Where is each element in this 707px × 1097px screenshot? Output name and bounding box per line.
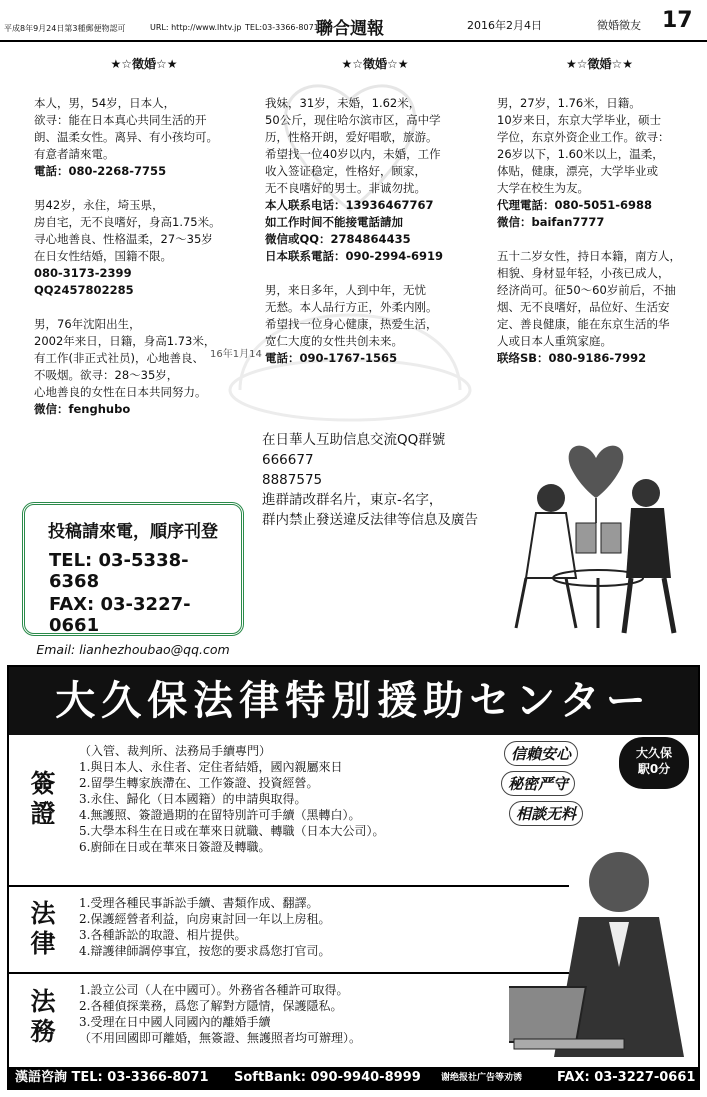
personal-ads-column-1: [34, 56, 254, 435]
visa-services-list: （入管、裁判所、法務局手續專門） 1.與日本人、永住者、定住者結婚，國內親屬來日 2.留學生轉家族滯在、工作簽證、投資經營。 3.永住、歸化（日本國籍）的申請與取得。 4.無護照、簽證過期的在留特別許可手續（黑轉白）。 5.大學本科生在日或在華來日就職、轉職（日本大公司）。 6.廚師在日或在華來日簽證及轉職。: [79, 744, 385, 854]
paper-title: 聯合週報: [316, 19, 384, 39]
section-label-visa: 簽證: [30, 769, 56, 828]
legal-aid-advertisement: [7, 665, 700, 1090]
footer-consult-tel[interactable]: 漢語咨詢 TEL: 03-3366-8071: [15, 1070, 209, 1085]
ad-entry: 五十二岁女性，持日本籍，南方人， 相貌、身材显年轻，小孩已成人， 经济尚可。征50～60岁前后，不抽 烟、无不良嗜好，品位好、生活安 定、善良健康，能在东京生活的华 人或日本人重筑家庭。 联络SB：080-9186-7992: [497, 249, 681, 365]
legal-affairs-list: 1.設立公司（人在中國可）。外務省各種許可取得。 2.各種偵探業務，爲您了解對方隱情，保護隱私。 3.受理在日中國人同國內的離婚手續 （不用回國即可離婚，無簽證、無護照者均可辦理）。: [79, 983, 362, 1045]
qq-group-info: 在日華人互助信息交流QQ群號 666677 8887575 進群請改群名片，東京-名字， 群内禁止發送違反法律等信息及廣告: [262, 432, 478, 528]
page-header: [0, 0, 707, 42]
contact-email[interactable]: Email: lianhezhoubao@qq.com: [36, 642, 230, 657]
permit-text: 平成8年9月24日第3種郵便物認可: [4, 24, 126, 33]
header-url[interactable]: URL: http://www.lhtv.jp: [150, 23, 242, 32]
ad-footer-contacts: [9, 1067, 698, 1089]
section-label-legal-affairs: 法務: [30, 987, 56, 1046]
ad-entry: 男，来日多年，人到中年，无忧 无愁。本人品行方正，外柔内刚。 希望找一位身心健康，热爱生活， 宽仁大度的女性共创未来。 電話：090-1767-1565: [265, 283, 438, 365]
personal-ads-column-3: [497, 56, 702, 384]
issue-date: 2016年2月4日: [467, 19, 542, 32]
badge-confidential: 秘密严守: [501, 771, 575, 796]
column-heading: ★☆徵婚☆★: [110, 57, 178, 71]
personal-ads-column-2: [265, 56, 485, 384]
footer-note: 谢绝报社广告等劝诱: [441, 1073, 523, 1083]
section-name: 徵婚徵友: [597, 19, 641, 32]
badge-free-consult: 相談无料: [509, 801, 583, 826]
law-services-list: 1.受理各種民事訴訟手續、書類作成、翻譯。 2.保護經營者利益，向房東討回一年以上房租。 3.各種訴訟的取證、相片提供。 4.辯護律師調停事宜，按您的要求爲您打官司。: [79, 896, 331, 958]
column-heading: ★☆徵婚☆★: [341, 57, 409, 71]
ad-entry: 男，76年沈阳出生， 2002年来日，日籍，身高1.73米， 有工作(非正式社员)，心地善良、 不吸烟。欲寻：28～35岁， 心地善良的女性在日本共同努力。 微信：fenghubo: [34, 317, 216, 416]
submission-contact-box: [22, 502, 244, 657]
businessman-laptop-photo: [509, 827, 697, 1067]
ad-entry: 男42岁，永住，埼玉県， 房自宅，无不良嗜好，身高1.75米。 寻心地善良、性格温柔，27～35岁 在日女性结婚，国籍不限。 080-3173-2399 QQ2457802285: [34, 198, 221, 297]
ad-banner-title: 大久保法律特別援助センター: [9, 667, 698, 735]
footer-fax: FAX: 03-3227-0661: [557, 1070, 696, 1085]
contact-title: 投稿請來電，順序刊登: [48, 522, 218, 542]
section-divider: [9, 972, 569, 974]
section-divider: [9, 885, 569, 887]
header-tel: TEL:03-3366-8071: [245, 23, 319, 32]
page-number: 17: [662, 8, 693, 33]
ad-entry: 男，27岁，1.76米，日籍。 10岁来日，东京大学毕业，硕士 学位，东京外资企业工作。欲寻： 26岁以下，1.60米以上，温柔， 体贴，健康，漂亮，大学毕业或 大学在校生为友。 代理電話：080-5051-6988 微信：baifan7777: [497, 96, 670, 229]
column-heading: ★☆徵婚☆★: [565, 57, 634, 71]
badge-trust: 信賴安心: [504, 741, 578, 766]
ad-entry: 本人，男，54岁，日本人， 欲寻：能在日本真心共同生活的开 朗、温柔女性。离异、有小孩均可。 有意者請來電。 電話：080-2268-7755: [34, 96, 218, 178]
couple-computer-illustration: [506, 428, 694, 640]
watermark-date: 16年1月14: [210, 349, 262, 360]
footer-softbank[interactable]: SoftBank: 090-9940-8999: [234, 1070, 421, 1085]
contact-tel[interactable]: TEL: 03-5338-6368: [49, 550, 189, 592]
section-label-law: 法律: [30, 899, 56, 958]
station-bubble: 大久保 駅0分: [619, 737, 689, 789]
contact-fax: FAX: 03-3227-0661: [49, 594, 191, 636]
ad-entry: 我妹，31岁，未婚，1.62米， 50公斤，现住哈尔滨市区，高中学 历，性格开朗，爱好唱歌，旅游。 希望找一位40岁以内，未婚，工作 收入签证稳定，性格好，顾家， 无不良嗜好的男士。非诚勿扰。 本人联系电话：13936467767 如工作时间不能接電話請加 微信或QQ：2784864435 日本联系電話：090-2994-6919: [265, 96, 444, 263]
